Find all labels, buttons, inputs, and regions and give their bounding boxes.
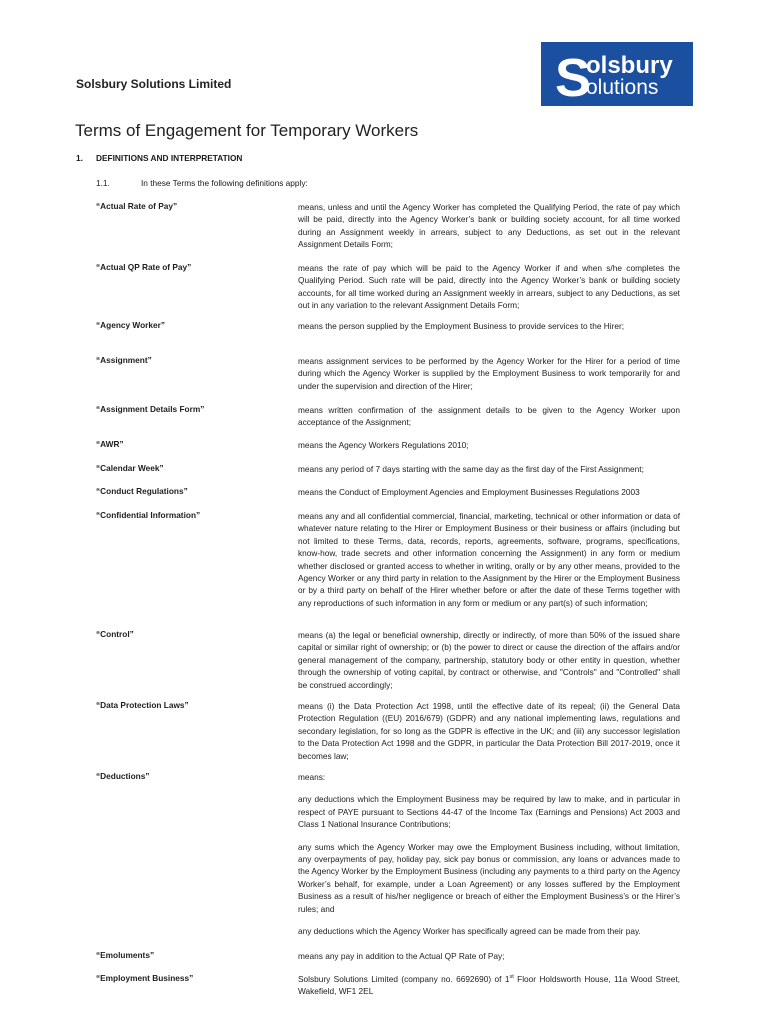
def-term-deductions: “Deductions” <box>96 771 150 781</box>
def-term-actual-rate: “Actual Rate of Pay” <box>96 201 178 211</box>
def-text-actual-qp-rate: means the rate of pay which will be paid to the Agency Worker if and when s/he completes the Qualifying Period. Such rate will be paid, directly into the Agency Worker’s bank or building society accounts, for all time worked during an Assignment weekly in arrears, subject to any Deductions, as set out in any variation to the relevant Assignment Details Form; <box>298 263 680 311</box>
employment-business-text-b: Floor Holdsworth House, 11a Wood Street, Wakefield, WF1 2EL <box>298 974 680 997</box>
subsection-number: 1.1. <box>96 178 110 188</box>
def-term-control: “Control” <box>96 629 134 639</box>
def-term-conduct-regulations: “Conduct Regulations” <box>96 486 188 496</box>
def-term-agency-worker: “Agency Worker” <box>96 320 166 330</box>
def-text-awr: means the Agency Workers Regulations 2010; <box>298 440 469 450</box>
def-text-deductions <box>298 771 680 937</box>
logo-letter: S <box>555 48 592 106</box>
def-term-confidential-information: “Confidential Information” <box>96 510 201 520</box>
deductions-intro: means: <box>298 772 326 782</box>
def-term-employment-business: “Employment Business” <box>96 973 194 983</box>
def-text-data-protection-laws: means (i) the Data Protection Act 1998, until the effective date of its repeal; (ii) the General Data Protection Regulation ((EU) 2016/679) (GDPR) and any national implementing laws, regulations and secondary legislation, for so long as the GDPR is effective in the UK; and (iii) any successor legislation to the Data Protection Act 1998 and the GDPR, in particular the Data Protection Bill 2017-2019, once it becomes law; <box>298 701 680 761</box>
def-term-assignment: “Assignment” <box>96 355 152 365</box>
def-text-calendar-week: means any period of 7 days starting with the same day as the first day of the First Assignment; <box>298 464 644 474</box>
def-text-actual-rate: means, unless and until the Agency Worker has completed the Qualifying Period, the rate of pay which will be paid, directly into the Agency Worker’s bank or building society account, for all time worked during an Assignment weekly in arrears, subject to any Deductions, as set out in the relevant Assignment Details Form; <box>298 202 680 250</box>
def-text-agency-worker: means the person supplied by the Employment Business to provide services to the Hirer; <box>298 321 625 331</box>
def-text-conduct-regulations: means the Conduct of Employment Agencies and Employment Businesses Regulations 2003 <box>298 487 640 497</box>
section-number: 1. <box>76 153 83 163</box>
deductions-part-3: any deductions which the Agency Worker has specifically agreed can be made from their pay. <box>298 926 641 937</box>
def-text-control: means (a) the legal or beneficial ownership, directly or indirectly, of more than 50% of the issued share capital or similar right of ownership; or (b) the power to direct or cause the direction of the affairs and/or general management of the company, partnership, statutory body or other entity in question, whether through the ownership of voting capital, by contract or otherwise, and "Controls" and "Controlled" shall be construed accordingly; <box>298 630 680 690</box>
section-title: DEFINITIONS AND INTERPRETATION <box>96 153 243 163</box>
deductions-part-2: any sums which the Agency Worker may owe the Employment Business including, without limitation, any overpayments of pay, holiday pay, sick pay bonus or commission, any loans or advances made to the Agency Worker by the Employment Business (including any payments to a third party on the Agency Worker’s behalf, for example, under a Loan Agreement) or any losses suffered by the Employment Business as a result of his/her negligence or breach of either the Employment Business’s or the Hirer’s rules; and <box>298 841 680 914</box>
logo-word1: olsbury <box>586 52 673 79</box>
solsbury-logo <box>541 42 693 106</box>
def-text-emoluments: means any pay in addition to the Actual QP Rate of Pay; <box>298 951 505 961</box>
def-term-awr: “AWR” <box>96 439 124 449</box>
deductions-part-1: any deductions which the Employment Business may be required by law to make, and in particular in respect of PAYE pursuant to Sections 44-47 of the Income Tax (Earnings and Pensions) Act 2003 and Class 1 National Insurance Contributions; <box>298 794 680 830</box>
document-title: Terms of Engagement for Temporary Workers <box>75 121 419 140</box>
def-term-calendar-week: “Calendar Week” <box>96 463 164 473</box>
def-text-confidential-information: means any and all confidential commercial, financial, marketing, technical or other information or data of whatever nature relating to the Hirer or Employment Business or their business or affairs (including but not limited to these Terms, data, records, reports, agreements, software, programs, specifications, know-how, trade secrets and other information concerning the Assignment) in any form or medium whether disclosed or granted access to whether in writing, orally or by any other means, provided to the Agency Worker or any third party in relation to the Assignment by the Hirer or the Employment Business or by a third party on behalf of the Hirer whether before or after the date of these Terms together with any reproductions of such information in any form or medium or any part(s) of such information; <box>298 511 680 608</box>
subsection-text: In these Terms the following definitions apply: <box>141 178 308 188</box>
def-text-employment-business <box>298 973 680 998</box>
def-term-actual-qp-rate: “Actual QP Rate of Pay” <box>96 262 192 272</box>
def-term-assignment-details-form: “Assignment Details Form” <box>96 404 205 414</box>
logo-word2: olutions <box>586 76 659 99</box>
def-text-assignment-details-form: means written confirmation of the assignment details to be given to the Agency Worker upon acceptance of the Assignment; <box>298 405 680 428</box>
def-term-emoluments: “Emoluments” <box>96 950 155 960</box>
company-name: Solsbury Solutions Limited <box>76 77 232 91</box>
def-text-assignment: means assignment services to be performed by the Agency Worker for the Hirer for a period of time during which the Agency Worker is supplied by the Employment Business to work temporarily for and under the supervision and direction of the Hirer; <box>298 356 680 391</box>
def-term-data-protection-laws: “Data Protection Laws” <box>96 700 189 710</box>
employment-business-sup: st <box>509 974 514 981</box>
employment-business-text-a: Solsbury Solutions Limited (company no. 6692690) of 1 <box>298 974 510 984</box>
